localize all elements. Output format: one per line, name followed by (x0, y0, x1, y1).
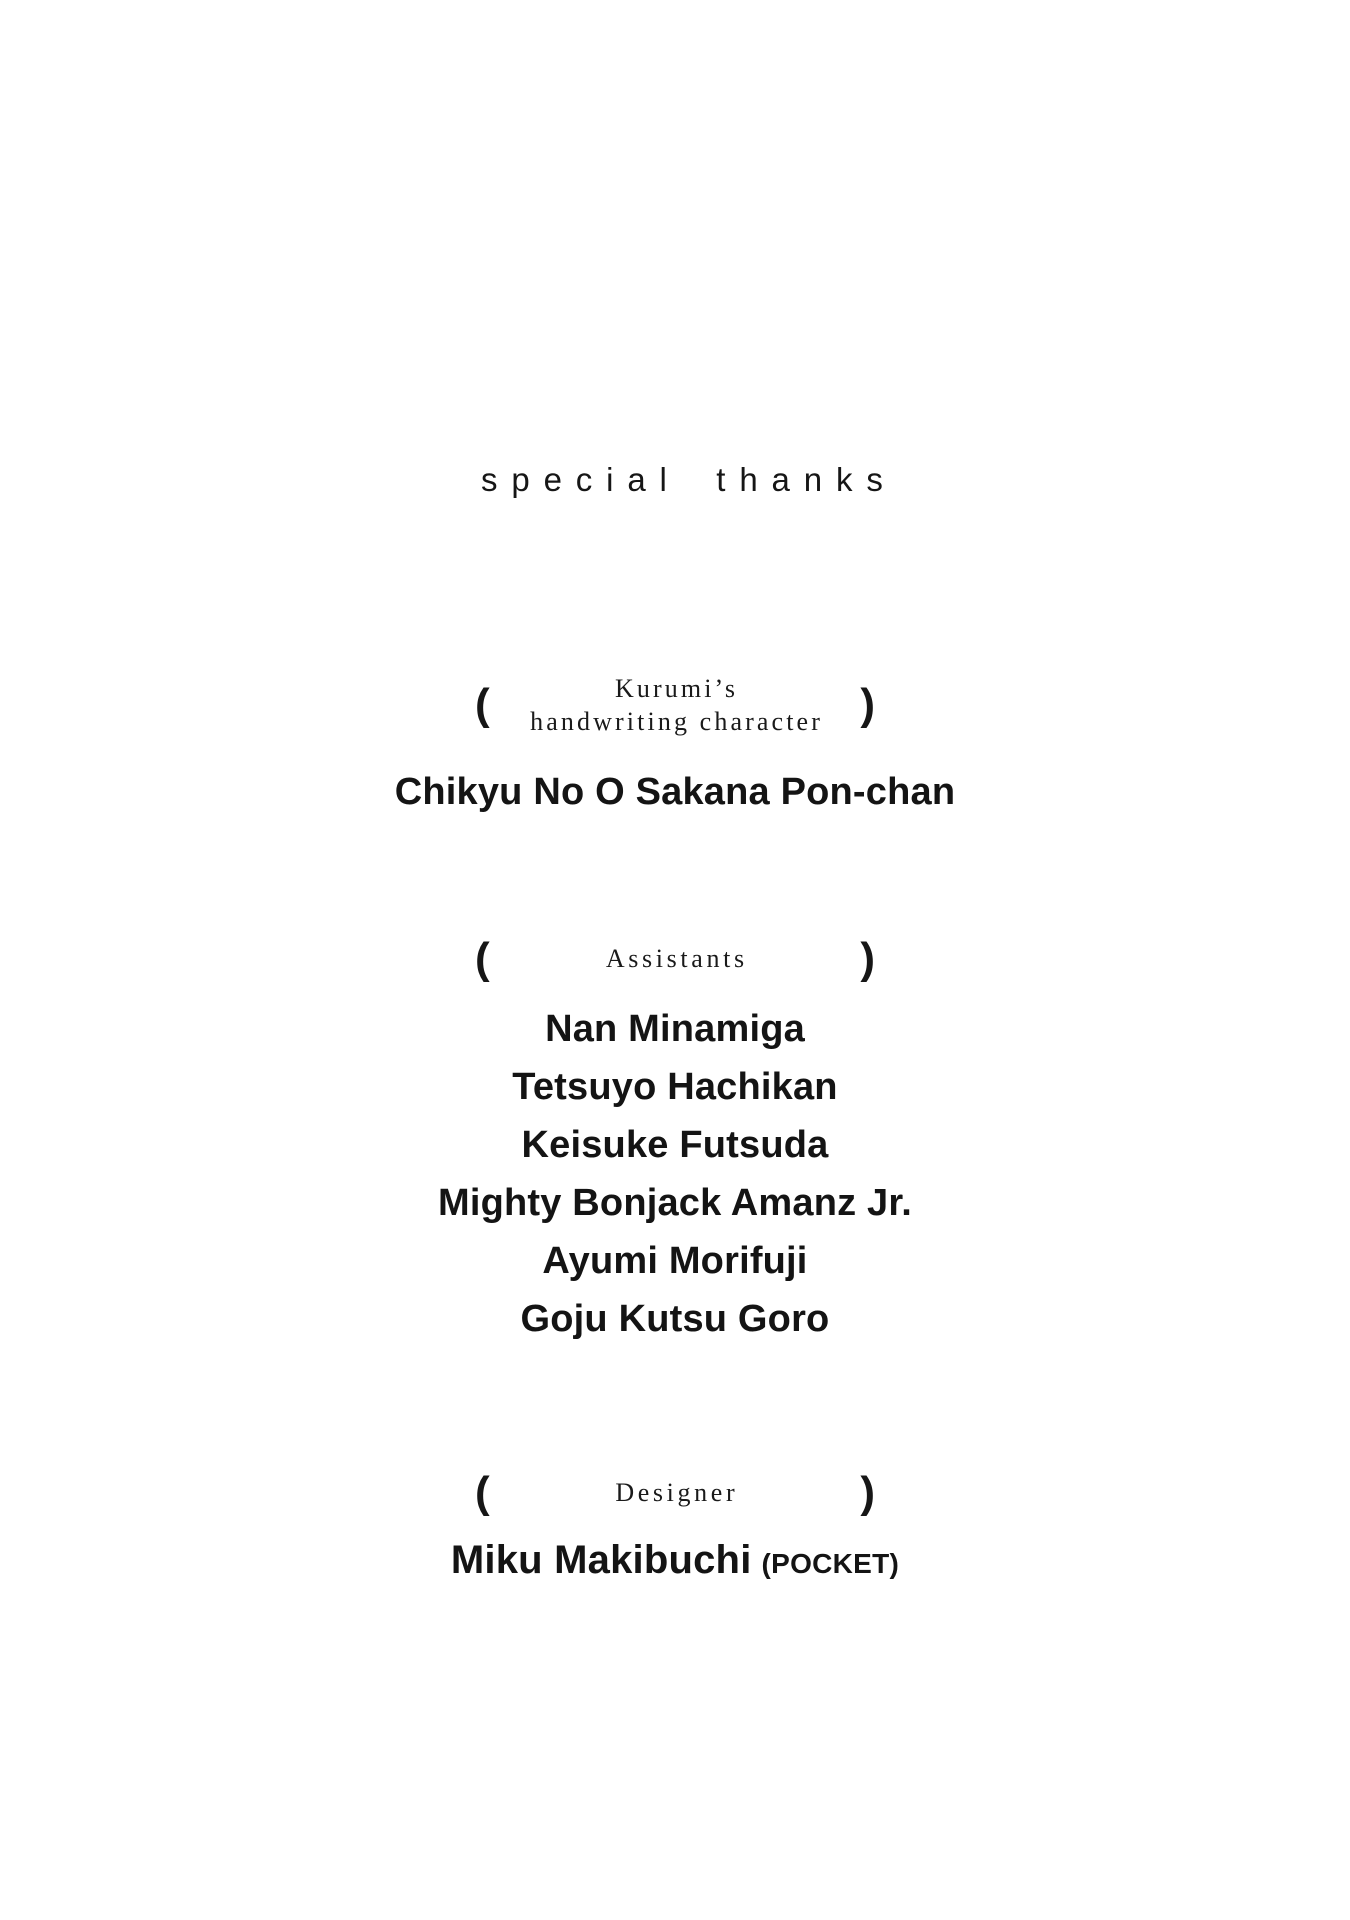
designer-name-suffix: (POCKET) (761, 1548, 900, 1579)
section-header-assistants (475, 936, 875, 982)
assistants-name-list (0, 1000, 1350, 1348)
assistant-name: Tetsuyo Hachikan (512, 1065, 838, 1108)
designer-label: Designer (615, 1478, 739, 1507)
assistant-name: Nan Minamiga (545, 1007, 805, 1050)
assistant-name: Keisuke Futsuda (521, 1123, 829, 1166)
designer-credit-name (0, 1536, 1350, 1588)
open-paren: ( (475, 1468, 490, 1517)
section-header-designer (475, 1470, 875, 1516)
section-header-handwriting (475, 672, 875, 738)
close-paren: ) (860, 680, 875, 729)
handwriting-credit-name: Chikyu No O Sakana Pon-chan (394, 771, 956, 813)
handwriting-label-line1: Kurumi’s (614, 674, 739, 703)
assistants-label: Assistants (605, 944, 748, 973)
close-paren: ) (860, 934, 875, 983)
assistant-name: Goju Kutsu Goro (520, 1297, 830, 1340)
page-title: special thanks (481, 461, 897, 498)
designer-name: Miku Makibuchi (450, 1538, 752, 1582)
open-paren: ( (475, 934, 490, 983)
handwriting-label-line2: handwriting character (530, 707, 823, 736)
close-paren: ) (860, 1468, 875, 1517)
handwriting-label (490, 672, 861, 738)
assistant-name: Mighty Bonjack Amanz Jr. (437, 1181, 913, 1224)
assistant-name: Ayumi Morifuji (542, 1239, 808, 1282)
open-paren: ( (475, 680, 490, 729)
